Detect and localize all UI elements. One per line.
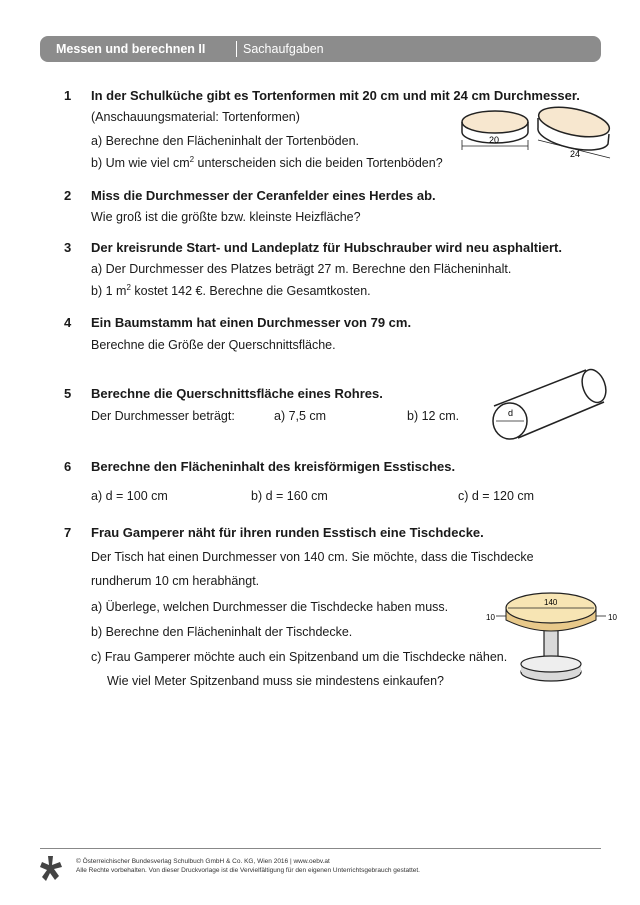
- pipe-illustration: [488, 368, 612, 442]
- task-1-line-3: b) Um wie viel $cm^2$ unterscheiden sich die beiden Tortenböden?: [91, 155, 443, 170]
- task-3-line-2: b) 1 $m^2$ kostet 142 €. Berechne die Gesamtkosten.: [91, 283, 371, 298]
- task-7-line-5: c) Frau Gamperer möchte auch ein Spitzenband um die Tischdecke nähen.: [91, 650, 508, 664]
- footer-divider: [40, 848, 601, 849]
- page-header: [40, 36, 601, 62]
- hang-right-label: 10: [608, 613, 617, 622]
- task-7-number: 7: [64, 525, 72, 540]
- task-4-line-1: Berechne die Größe der Querschnittsfläche.: [91, 338, 336, 352]
- task-5-number: 5: [64, 386, 72, 401]
- task-3-line-1: a) Der Durchmesser des Platzes beträgt 27 m. Berechne den Flächeninhalt.: [91, 262, 512, 276]
- task-2-number: 2: [64, 188, 72, 203]
- hang-left-label: 10: [486, 613, 495, 622]
- task-4-number: 4: [64, 315, 72, 330]
- header-title: Messen und berechnen II: [56, 42, 206, 56]
- task-7-line-3: a) Überlege, welchen Durchmesser die Tischdecke haben muss.: [91, 600, 449, 614]
- footer-copyright: © Österreichischer Bundesverlag Schulbuch GmbH & Co. KG, Wien 2016 | www.oebv.at: [76, 858, 330, 865]
- table-diameter-label: 140: [544, 598, 558, 607]
- task-7-line-1: Der Tisch hat einen Durchmesser von 140 cm. Sie möchte, dass die Tischdecke: [91, 550, 534, 564]
- footer-rights: Alle Rechte vorbehalten. Von dieser Druckvorlage ist die Vervielfältigung für den eigenen Unterrichtsgebrauch gestattet.: [76, 867, 420, 874]
- pipe-diameter-label: d: [508, 408, 514, 418]
- task-2-line-1: Wie groß ist die größte bzw. kleinste Heizfläche?: [91, 210, 361, 224]
- task-7-line-4: b) Berechne den Flächeninhalt der Tischdecke.: [91, 625, 353, 639]
- task-6-title: Berechne den Flächeninhalt des kreisförmigen Esstisches.: [91, 459, 456, 474]
- task-6-option-a: a) d = 100 cm: [91, 489, 168, 503]
- task-5-title: Berechne die Querschnittsfläche eines Rohres.: [91, 386, 383, 401]
- task-5-option-b: b) 12 cm.: [407, 409, 460, 423]
- cake-pans-illustration: [458, 100, 618, 170]
- task-6-number: 6: [64, 459, 72, 474]
- task-4-title: Ein Baumstamm hat einen Durchmesser von 79 cm.: [91, 315, 412, 330]
- table-illustration: [484, 592, 624, 692]
- task-3-title: Der kreisrunde Start- und Landeplatz für Hubschrauber wird neu asphaltiert.: [91, 240, 562, 255]
- task-3-number: 3: [64, 240, 72, 255]
- task-6-option-c: c) d = 120 cm: [458, 489, 535, 503]
- task-1-line-1: (Anschauungsmaterial: Tortenformen): [91, 110, 300, 124]
- task-1-number: 1: [64, 88, 72, 103]
- task-2-title: Miss die Durchmesser der Ceranfelder eines Herdes ab.: [91, 188, 436, 203]
- task-1-title: In der Schulküche gibt es Tortenformen mit 20 cm und mit 24 cm Durchmesser.: [91, 88, 580, 103]
- header-divider: [236, 41, 237, 57]
- header-subtitle: Sachaufgaben: [243, 42, 324, 56]
- task-7-line-2: rundherum 10 cm herabhängt.: [91, 574, 260, 588]
- task-5-option-a: a) 7,5 cm: [274, 409, 327, 423]
- task-6-option-b: b) d = 160 cm: [251, 489, 328, 503]
- task-5-line-1: Der Durchmesser beträgt:: [91, 409, 235, 423]
- task-1-line-2: a) Berechne den Flächeninhalt der Tortenböden.: [91, 134, 360, 148]
- task-7-title: Frau Gamperer näht für ihren runden Esstisch eine Tischdecke.: [91, 525, 484, 540]
- pan-1-diameter: 20: [489, 135, 500, 145]
- publisher-logo: [40, 856, 62, 882]
- pan-2-diameter: 24: [570, 149, 581, 159]
- task-7-line-6: Wie viel Meter Spitzenband muss sie mindestens einkaufen?: [107, 674, 444, 688]
